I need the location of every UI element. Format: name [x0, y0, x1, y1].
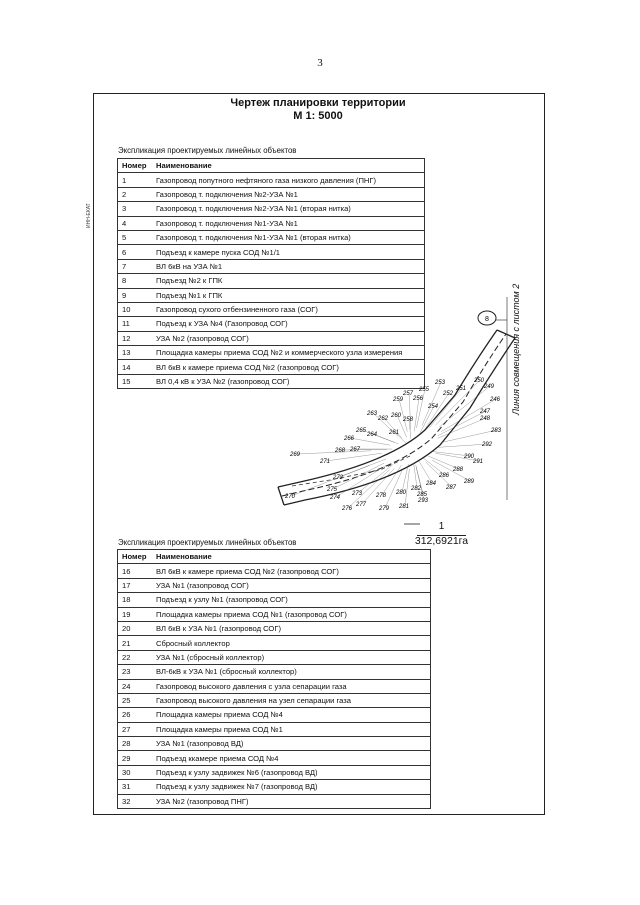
header-name: Наименование	[152, 159, 425, 173]
row-number: 27	[118, 722, 153, 736]
point-label-246: 246	[490, 397, 501, 403]
point-leader-268	[341, 449, 387, 450]
row-name: Газопровод высокого давления на узел сепарации газа	[152, 693, 431, 707]
row-name: Подъезд к узлу задвижек №7 (газопровод ВД)	[152, 780, 431, 794]
point-label-261: 261	[389, 430, 400, 436]
row-name: Площадка камеры приема СОД №1 (газопровод СОГ)	[152, 607, 431, 621]
point-label-254: 254	[428, 404, 439, 410]
row-number: 2	[118, 187, 153, 201]
point-label-271: 271	[320, 459, 331, 465]
row-number: 16	[118, 564, 153, 578]
point-leader-255	[416, 389, 425, 428]
table2-caption: Экспликация проектируемых линейных объектов	[118, 538, 297, 547]
row-name: Подъезд ккамере приема СОД №4	[152, 751, 431, 765]
row-name: ВЛ 6кВ к камере приема СОД №2 (газопровод СОГ)	[152, 360, 425, 374]
point-leader-279	[385, 470, 402, 508]
row-name: Подъезд к узлу задвижек №6 (газопровод ВД)	[152, 765, 431, 779]
row-name: Сбросный коллектор	[152, 636, 431, 650]
point-label-287: 287	[446, 485, 457, 491]
point-label-292: 292	[482, 442, 493, 448]
row-name: Подъезд к узлу №1 (газопровод СОГ)	[152, 593, 431, 607]
row-number: 10	[118, 302, 153, 316]
row-number: 14	[118, 360, 153, 374]
point-leader-254	[420, 406, 434, 434]
point-label-283: 283	[491, 428, 502, 434]
point-label-255: 255	[419, 387, 430, 393]
point-label-282: 282	[411, 486, 422, 492]
point-label-258: 258	[403, 417, 414, 423]
row-number: 30	[118, 765, 153, 779]
point-label-274: 274	[330, 495, 341, 501]
header-number: Номер	[118, 159, 153, 173]
point-label-280: 280	[396, 490, 407, 496]
row-name: Газопровод т. подключения №1-УЗА №1 (вторая нитка)	[152, 230, 425, 244]
point-leader-281	[405, 469, 409, 506]
area-id: 1	[438, 521, 445, 532]
header-number: Номер	[118, 550, 153, 564]
row-number: 11	[118, 317, 153, 331]
point-label-247: 247	[480, 409, 491, 415]
side-mark: ИНН-ЕКАТ	[86, 203, 92, 228]
row-number: 17	[118, 578, 153, 592]
point-label-263: 263	[367, 411, 378, 417]
point-leader-248	[438, 418, 486, 438]
row-number: 3	[118, 202, 153, 216]
point-label-256: 256	[413, 396, 424, 402]
row-number: 1	[118, 173, 153, 187]
row-name: ВЛ 6кВ на УЗА №1	[152, 259, 425, 273]
header-name: Наименование	[152, 550, 431, 564]
row-name: Подъезд к камере пуска СОД №1/1	[152, 245, 425, 259]
row-number: 7	[118, 259, 153, 273]
row-name: Подъезд №1 к ГПК	[152, 288, 425, 302]
point-label-266: 266	[344, 436, 355, 442]
point-label-259: 259	[393, 397, 404, 403]
point-label-279: 279	[379, 506, 390, 512]
point-label-284: 284	[426, 481, 437, 487]
point-label-275: 275	[327, 487, 338, 493]
row-number: 28	[118, 737, 153, 751]
point-label-260: 260	[391, 413, 402, 419]
row-name: ВЛ 0,4 кВ к УЗА №2 (газопровод СОГ)	[152, 374, 425, 388]
row-name: УЗА №2 (газопровод СОГ)	[152, 331, 425, 345]
point-label-248: 248	[480, 416, 491, 422]
row-name: Площадка камеры приема СОД №1	[152, 722, 431, 736]
point-label-262: 262	[378, 416, 389, 422]
point-leader-252	[425, 393, 449, 429]
row-name: УЗА №2 (газопровод ПНГ)	[152, 794, 431, 808]
point-label-257: 257	[403, 391, 414, 397]
row-name: Газопровод т. подключения №2-УЗА №1 (вторая нитка)	[152, 202, 425, 216]
row-number: 23	[118, 665, 153, 679]
point-label-277: 277	[356, 502, 367, 508]
point-label-278: 278	[376, 493, 387, 499]
row-number: 12	[118, 331, 153, 345]
row-number: 32	[118, 794, 153, 808]
point-label-269: 269	[290, 452, 301, 458]
point-labels	[284, 378, 502, 512]
point-label-276: 276	[342, 506, 353, 512]
point-label-286: 286	[439, 473, 450, 479]
row-name: УЗА №1 (газопровод СОГ)	[152, 578, 431, 592]
row-name: Подъезд к УЗА №4 (Газопровод СОГ)	[152, 317, 425, 331]
point-label-290: 290	[464, 454, 475, 460]
row-name: ВЛ 6кВ к камере приема СОД №2 (газопровод СОГ)	[152, 564, 431, 578]
point-label-285: 285	[417, 492, 428, 498]
point-label-251: 251	[456, 386, 467, 392]
corridor-edge-upper	[278, 330, 497, 487]
point-label-250: 250	[474, 378, 485, 384]
point-label-291: 291	[473, 459, 484, 465]
point-label-281: 281	[399, 504, 410, 510]
row-number: 24	[118, 679, 153, 693]
row-number: 6	[118, 245, 153, 259]
row-number: 21	[118, 636, 153, 650]
sheet-marker-label: 8	[485, 316, 489, 323]
page-number: 3	[317, 57, 323, 69]
point-label-252: 252	[443, 391, 454, 397]
point-leader-257	[409, 393, 411, 429]
point-leader-289	[432, 460, 470, 481]
row-number: 20	[118, 621, 153, 635]
area-value: 312,6921га	[414, 535, 469, 547]
side-note: Линия совмещения с листом 2	[511, 283, 521, 415]
point-label-264: 264	[367, 432, 378, 438]
point-leader-272	[339, 459, 386, 477]
row-number: 15	[118, 374, 153, 388]
row-number: 29	[118, 751, 153, 765]
row-number: 9	[118, 288, 153, 302]
row-name: Газопровод сухого отбензиненного газа (СОГ)	[152, 302, 425, 316]
row-number: 31	[118, 780, 153, 794]
point-leader-266	[350, 438, 390, 445]
area-callout	[413, 523, 470, 550]
row-name: Площадка камеры приема СОД №2 и коммерческого узла измерения	[152, 346, 425, 360]
point-leader-292	[438, 444, 488, 447]
point-label-270: 270	[285, 494, 296, 500]
row-name: Газопровод попутного нефтяного газа низкого давления (ПНГ)	[152, 173, 425, 187]
point-label-253: 253	[435, 380, 446, 386]
row-number: 4	[118, 216, 153, 230]
point-label-289: 289	[464, 479, 475, 485]
drawing-scale: М 1: 5000	[293, 110, 343, 122]
point-label-268: 268	[335, 448, 346, 454]
point-leader-284	[419, 461, 432, 483]
corridor-axis-secondary	[292, 456, 410, 486]
row-number: 26	[118, 708, 153, 722]
row-name: УЗА №1 (газопровод ВД)	[152, 737, 431, 751]
row-number: 25	[118, 693, 153, 707]
row-name: Газопровод т. подключения №2-УЗА №1	[152, 187, 425, 201]
point-label-273: 273	[352, 491, 363, 497]
row-number: 22	[118, 650, 153, 664]
row-number: 5	[118, 230, 153, 244]
row-number: 18	[118, 593, 153, 607]
row-name: Площадка камеры приема СОД №4	[152, 708, 431, 722]
point-label-293: 293	[418, 498, 429, 504]
point-label-267: 267	[350, 447, 361, 453]
row-name: ВЛ-6кВ к УЗА №1 (сбросный коллектор)	[152, 665, 431, 679]
drawing-title-text: Чертеж планировки территории	[230, 97, 406, 109]
area-divider	[417, 535, 466, 536]
row-name: Подъезд №2 к ГПК	[152, 274, 425, 288]
point-label-249: 249	[484, 384, 495, 390]
row-number: 13	[118, 346, 153, 360]
row-number: 19	[118, 607, 153, 621]
point-label-265: 265	[356, 428, 367, 434]
row-name: УЗА №1 (сбросный коллектор)	[152, 650, 431, 664]
point-label-272: 272	[333, 475, 344, 481]
row-name: ВЛ 6кВ к УЗА №1 (газопровод СОГ)	[152, 621, 431, 635]
table1-caption: Экспликация проектируемых линейных объектов	[118, 146, 297, 155]
point-leader-282	[414, 463, 417, 488]
point-leader-273	[358, 464, 393, 493]
point-label-288: 288	[453, 467, 464, 473]
row-name: Газопровод т. подключения №1-УЗА №1	[152, 216, 425, 230]
row-name: Газопровод высокого давления с узла сепарации газа	[152, 679, 431, 693]
row-number: 8	[118, 274, 153, 288]
